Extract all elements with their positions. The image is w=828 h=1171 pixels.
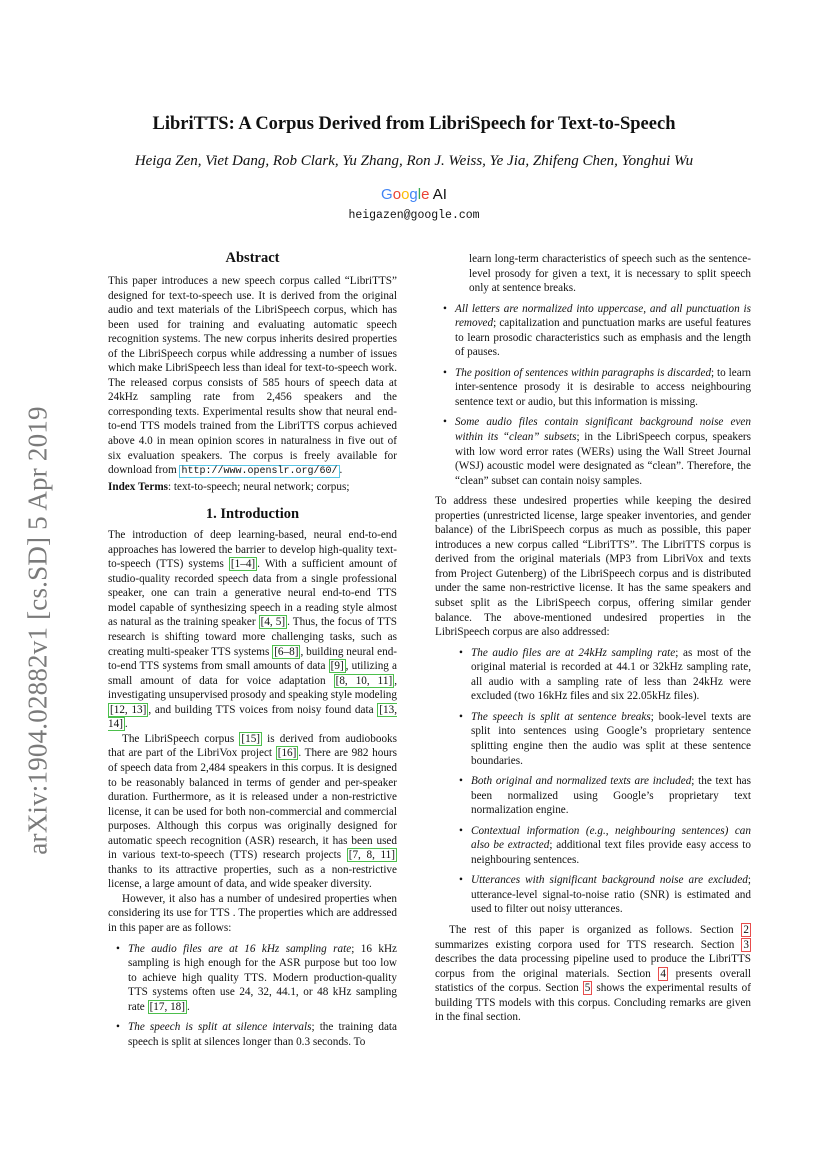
text-run: ; as most of the original material is recorded at 44.1 or 32kHz sampling rate, all audio with a sampling rate of less than 24kHz were excluded (two 16kHz files and six 22.05kHz files). [471, 646, 751, 703]
section-link[interactable]: 5 [584, 982, 591, 995]
citation-link[interactable]: [4, 5] [260, 616, 286, 629]
text-run: . [186, 1000, 190, 1013]
abstract-text: This paper introduces a new speech corpus called “LibriTTS” designed for text-to-speech use. It is derived from the original audio and text materials of the LibriSpeech corpus, which has been used for training and evaluating automatic speech recognition systems. The new corpus inherits desired properties of the LibriSpeech corpus while addressing a number of issues which make LibriSpeech less than ideal for text-to-speech work. The released corpus consists of 585 hours of speech data at 24kHz sampling rate from 2,456 speakers and the corresponding texts. Experimental results show that neural end-to-end TTS models trained from the LibriTTS corpus achieved above 4.0 in mean opinion scores in naturalness in five out of six evaluation speakers. The corpus is freely available for download from [108, 275, 397, 477]
list-item-emphasis: Some audio files contain significant background noise even within its “clean” subsets [455, 416, 751, 444]
logo-letter: o [401, 186, 410, 203]
text-run: ; additional text files provide easy access to neighbouring sentences. [471, 839, 751, 866]
text-run: ; in the LibriSpeech corpus, speakers with low word error rates (WERs) using the Wall Street Journal (WSJ) acoustic model were designated as “clean”. Therefore, the “clean” subset can contain noisy samples. [455, 431, 752, 487]
list-item [435, 366, 751, 410]
text-run: describes the data processing pipeline used to produce the LibriTTS corpus from the original materials. Section [435, 953, 751, 980]
citation-link[interactable]: [13, 14] [108, 703, 397, 731]
intro-paragraph-2 [108, 732, 397, 892]
intro-paragraph-1 [108, 528, 397, 732]
list-item [435, 824, 751, 868]
citation-link[interactable]: [17, 18] [149, 1000, 185, 1013]
text-run: . [124, 718, 128, 731]
arxiv-sidebar-stamp [18, 370, 58, 890]
text-run: . With a sufficient amount of studio-quality recorded speech data from a single professional speaker, one can train a generative neural end-to-end TTS model capable of synthesizing speech in a reading style almost as natural as the training speaker [108, 558, 397, 629]
text-run: The rest of this paper is organized as follows. Section [449, 923, 742, 936]
index-terms-label: Index Terms [108, 480, 168, 493]
section-link[interactable]: 3 [743, 938, 749, 951]
affiliation-logo [0, 186, 828, 203]
text-run: , utilizing a small amount of data for voice adaptation [108, 660, 397, 687]
text-run: , investigating unsupervised prosody and speaking style modeling [108, 674, 397, 702]
logo-letter: o [392, 186, 402, 203]
citation-link[interactable]: [1–4] [230, 558, 256, 571]
text-run: , building neural end-to-end TTS systems from small amounts of data [108, 645, 398, 673]
list-item [435, 774, 751, 818]
addressed-properties-list [435, 646, 751, 917]
list-item [435, 302, 751, 360]
citation-link[interactable]: [8, 10, 11] [335, 674, 393, 687]
abstract-heading: Abstract [225, 250, 280, 266]
list-item [435, 415, 751, 488]
text-run: , and building TTS voices from noisy found data [148, 703, 378, 716]
undesired-properties-list [108, 942, 397, 1050]
abstract-trail: . [339, 464, 343, 477]
right-paragraph-1: To address these undesired properties while keeping the desired properties (unrestricted license, large speaker inventories, and gender balance) of the LibriSpeech corpus as much as possible, this paper introduces a new corpus called “LibriTTS”. The LibriTTS corpus is derived from the original materials (MP3 from LibriVox and texts from Project Gutenberg) of the LibriSpeech corpus and is distributed under the same non-restrictive license. It has the same speakers and subset split as the LibriSpeech corpus, offering similar gender balance. The above-mentioned undesired properties in the LibriSpeech corpus are also addressed: [435, 495, 751, 639]
corpus-download-link[interactable]: http://www.openslr.org/60/ [181, 466, 338, 478]
right-paragraph-2 [435, 923, 751, 1025]
text-run: presents overall statistics of the corpus. Section [435, 967, 751, 995]
index-terms-text: : text-to-speech; neural network; corpus; [168, 480, 350, 493]
text-run: ; the text has been normalized using Google’s proprietary text normalization engine. [471, 775, 751, 817]
affiliation-suffix: AI [429, 186, 447, 203]
arxiv-id: arXiv:1904.02882v1 [cs.SD] 5 Apr 2019 [22, 405, 53, 855]
section-link[interactable]: 2 [743, 923, 749, 936]
citation-link[interactable]: [9] [330, 660, 344, 673]
text-run: . Thus, the focus of TTS research is shifting toward more challenging tasks, such as creating multi-speaker TTS systems [108, 616, 397, 658]
left-column [108, 248, 397, 1055]
citation-link[interactable]: [7, 8, 11] [348, 849, 395, 862]
list-item [435, 873, 751, 917]
paper-title: LibriTTS: A Corpus Derived from LibriSpeech for Text-to-Speech [152, 114, 676, 134]
intro-paragraph-3: However, it also has a number of undesired properties when considering its use for TTS . The properties which are addressed in this paper are as follows: [108, 892, 397, 934]
list-item-emphasis: All letters are normalized into uppercase, and all punctuation is removed [455, 302, 751, 330]
text-run: The introduction of deep learning-based, neural end-to-end approaches has lowered the barrier to develop high-quality text-to-speech (TTS) systems [108, 529, 397, 571]
logo-letter: e [421, 186, 430, 203]
text-run: ; to learn inter-sentence prosody it is desirable to access neighbouring sentence text or audio, but this information is missing. [455, 366, 752, 408]
list-item-emphasis: The audio files are at 24kHz sampling rate [471, 646, 676, 659]
list-item [108, 942, 397, 1015]
list-item [435, 646, 751, 704]
list-item-continuation: learn long-term characteristics of speech such as the sentence-level prosody for given a text, it is necessary to split speech only at sentence breaks. [469, 253, 751, 295]
section-link[interactable]: 4 [660, 967, 666, 980]
logo-letter: G [381, 186, 393, 203]
index-terms [108, 480, 397, 495]
list-item-emphasis: The position of sentences within paragraphs is discarded [455, 366, 712, 379]
list-item [435, 710, 751, 768]
text-run: summarizes existing corpora used for TTS research. Section [435, 938, 742, 951]
list-item [108, 1020, 397, 1049]
author-email: heigazen@google.com [348, 209, 480, 222]
text-run: . There are 982 hours of speech data from 2,484 speakers in this corpus. It is designed to be reasonably balanced in terms of gender and per-speaker duration. Furthermore, as it is released under a non-restrictive license, it can be used for both non-commercial and commercial purposes. Although this corpus was originally designed for automatic speech recognition (ASR) research, it has been used in various text-to-speech (TTS) research projects [108, 747, 397, 862]
author-list: Heiga Zen, Viet Dang, Rob Clark, Yu Zhang, Ron J. Weiss, Ye Jia, Zhifeng Chen, Yonghui Wu [134, 153, 694, 169]
list-item-emphasis: The audio files are at 16 kHz sampling rate [128, 942, 352, 955]
list-item-emphasis: The speech is split at sentence breaks [471, 710, 651, 723]
citation-link[interactable]: [15] [241, 732, 261, 745]
citation-link[interactable]: [16] [277, 747, 297, 760]
section-heading-introduction: 1. Introduction [205, 506, 300, 523]
citation-link[interactable]: [12, 13] [110, 703, 147, 716]
abstract-body [108, 274, 397, 480]
text-run: ; utterance-level signal-to-noise ratio (SNR) is estimated and used to filter out noisy utterances. [471, 874, 751, 916]
logo-letter: g [409, 186, 418, 203]
list-item-emphasis: Both original and normalized texts are included [471, 775, 692, 788]
right-column [435, 252, 751, 1025]
list-item-emphasis: Contextual information (e.g., neighbouring sentences) can also be extracted [471, 824, 751, 852]
list-item-emphasis: The speech is split at silence intervals [128, 1021, 312, 1034]
undesired-properties-list-cont [435, 302, 751, 489]
text-run: ; capitalization and punctuation marks are useful features to learn prosodic characteristics such as emphasis and the length of pauses. [455, 317, 751, 359]
citation-link[interactable]: [6–8] [274, 645, 299, 658]
text-run: ; book-level texts are split into sentences using Google’s proprietary sentence splitting engine then the audio was split at these sentence boundaries. [471, 710, 751, 767]
text-run: is derived from audiobooks that are part of the LibriVox project [108, 732, 397, 760]
logo-letter: l [417, 186, 422, 203]
text-run: ; 16 kHz sampling is high enough for the ASR purpose but too low to achieve high quality TTS. Modern production-quality TTS systems often use 24, 32, 44.1, or 48 kHz sampling rate [128, 942, 397, 1013]
text-run: thanks to its attractive properties, such as a non-restrictive license, a large amount of data, and wide speaker diversity. [108, 863, 397, 891]
list-item-emphasis: Utterances with significant background noise are excluded [471, 874, 748, 887]
text-run: ; the training data speech is split at silences longer than 0.3 seconds. To [128, 1021, 397, 1048]
text-run: The LibriSpeech corpus [122, 732, 240, 745]
text-run: shows the experimental results of building TTS models with this corpus. Concluding remarks are given in the final section. [435, 982, 751, 1024]
